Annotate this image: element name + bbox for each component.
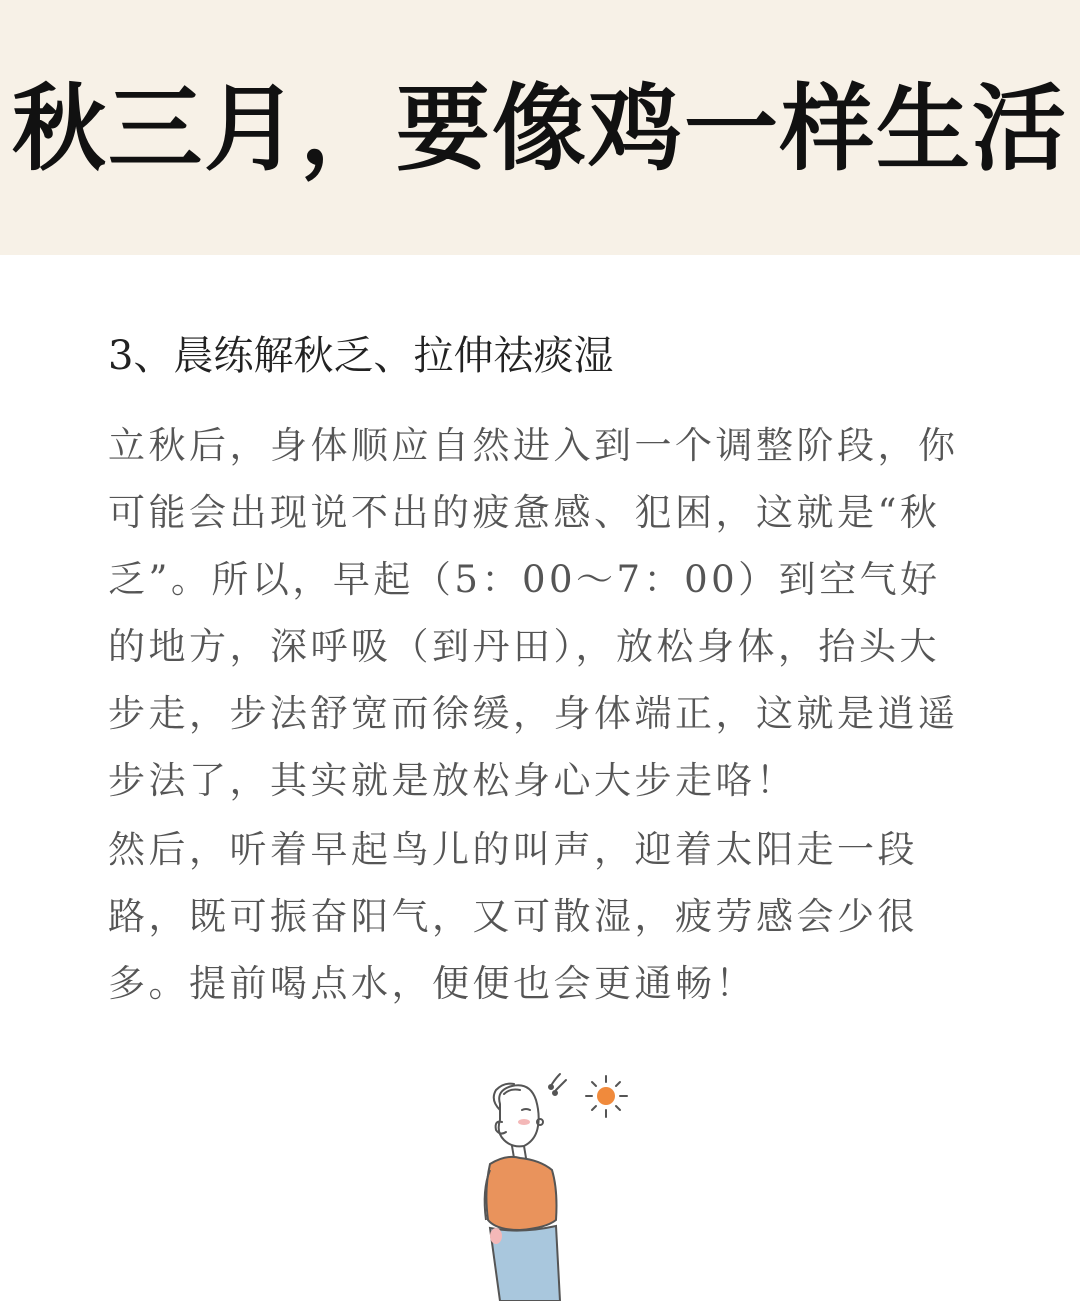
- music-note-icon: [549, 1074, 566, 1095]
- article-body: [108, 330, 974, 1017]
- paragraph-2: 然后，听着早起鸟儿的叫声，迎着太阳走一段路，既可振奋阳气，又可散湿，疲劳感会少很多。提前喝点水，便便也会更通畅！: [108, 828, 918, 1005]
- paragraph-1: 立秋后，身体顺应自然进入到一个调整阶段，你可能会出现说不出的疲惫感、犯困，这就是“秋乏”。所以，早起（5：00～7：00）到空气好的地方，深呼吸（到丹田），放松身体，抬头大步走，步法舒宽而徐缓，身体端正，这就是逍遥步法了，其实就是放松身心大步走咯！: [108, 424, 959, 802]
- section-heading: 3、晨练解秋乏、拉伸祛痰湿: [108, 333, 614, 379]
- illustration: [460, 1060, 660, 1301]
- person-walking-icon: [460, 1060, 660, 1301]
- page-title: 秋三月，要像鸡一样生活: [11, 75, 1068, 184]
- sun-icon: [586, 1076, 627, 1117]
- header-banner: [0, 0, 1080, 255]
